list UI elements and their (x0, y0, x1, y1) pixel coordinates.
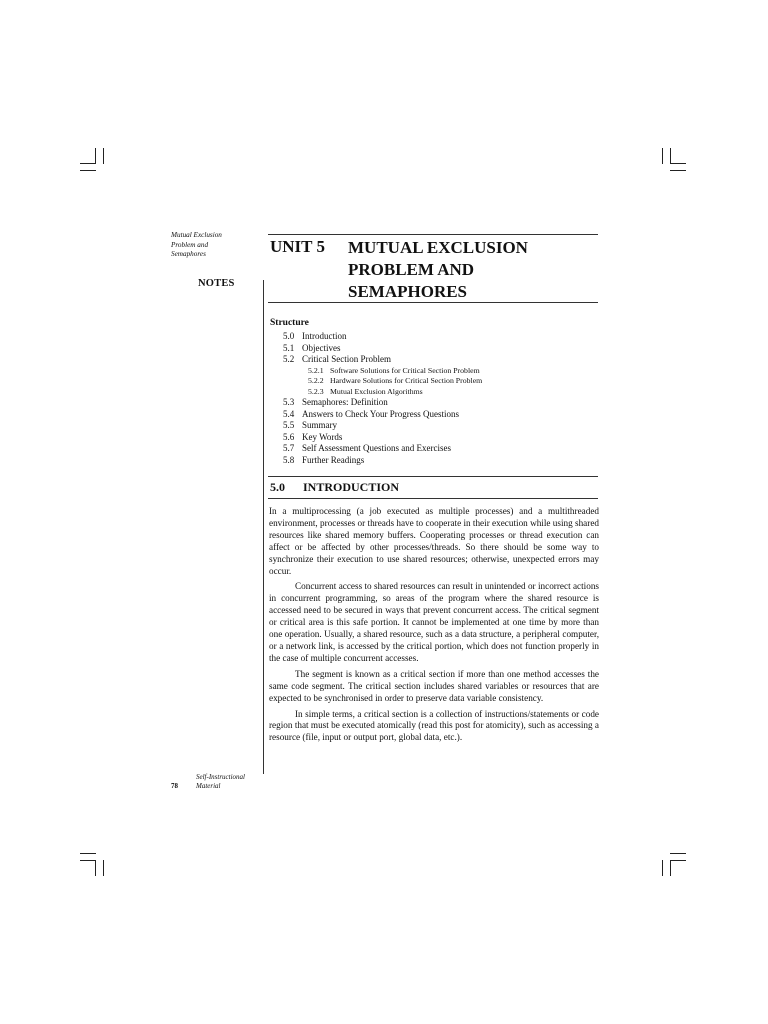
toc-num: 5.2 (283, 354, 295, 364)
toc-text: Key Words (302, 431, 343, 442)
toc-num: 5.2.1 (308, 365, 324, 375)
toc-num: 5.5 (283, 420, 295, 430)
toc-item (283, 443, 583, 455)
structure-heading: Structure (270, 318, 309, 328)
unit-title (348, 237, 588, 303)
crop-mark (95, 860, 96, 876)
crop-mark (662, 860, 663, 876)
notes-label: NOTES (198, 278, 235, 289)
toc-text: Mutual Exclusion Algorithms (330, 386, 423, 396)
table-of-contents (283, 331, 583, 466)
toc-text: Objectives (302, 342, 341, 353)
section-title: INTRODUCTION (303, 480, 400, 494)
crop-mark (80, 853, 96, 854)
running-head-line: Semaphores (171, 250, 206, 258)
body-text (269, 506, 599, 748)
footer-label (196, 773, 245, 791)
unit-title-line: MUTUAL EXCLUSION (348, 238, 528, 257)
crop-mark (670, 163, 686, 164)
toc-item (283, 455, 583, 467)
toc-num: 5.3 (283, 397, 295, 407)
section-top-rule (268, 476, 598, 477)
toc-text: Answers to Check Your Progress Questions (302, 408, 459, 419)
toc-item (283, 331, 583, 343)
title-bottom-rule (268, 302, 598, 303)
crop-mark (670, 860, 671, 876)
running-head (171, 231, 251, 260)
crop-mark (80, 860, 96, 861)
section-bottom-rule (268, 498, 598, 499)
toc-item (283, 420, 583, 432)
crop-mark (103, 860, 104, 876)
crop-mark (670, 853, 686, 854)
page-number: 78 (171, 782, 178, 790)
toc-num: 5.7 (283, 443, 295, 453)
title-top-rule (268, 234, 598, 235)
crop-mark (670, 148, 671, 164)
paragraph: The segment is known as a critical section if more than one method accesses the same code segment. The critical section includes shared variables or resources that are expected to be synchronised in order to preserve data variable consistency. (269, 668, 599, 703)
toc-num: 5.2.3 (308, 386, 324, 396)
crop-mark (80, 170, 96, 171)
toc-num: 5.6 (283, 431, 295, 442)
toc-item (283, 397, 583, 409)
unit-title-line: SEMAPHORES (348, 282, 468, 301)
toc-item (283, 409, 583, 421)
crop-mark (670, 170, 686, 171)
toc-text: Software Solutions for Critical Section Problem (330, 365, 480, 375)
toc-num: 5.2.2 (308, 376, 324, 385)
toc-num: 5.8 (283, 454, 295, 465)
toc-text: Summary (302, 420, 337, 430)
running-head-line: Problem and (171, 240, 209, 249)
toc-num: 5.4 (283, 408, 295, 419)
crop-mark (103, 148, 104, 164)
toc-text: Self Assessment Questions and Exercises (302, 443, 451, 453)
toc-subitem (283, 366, 583, 377)
unit-title-line: PROBLEM AND (348, 260, 475, 279)
toc-num: 5.1 (283, 342, 295, 353)
running-head-line: Mutual Exclusion (171, 231, 222, 239)
toc-item (283, 432, 583, 444)
toc-item (283, 343, 583, 355)
paragraph: In a multiprocessing (a job executed as multiple processes) and a multithreaded environment, processes or threads have to cooperate in their execution while using shared resources like shared memory buffers. Cooperating processes or thread execution can affect or be affected by other processes/threads. So there should be some way to synchronize their execution to use shared resources; otherwise, unexpected errors may occur. (269, 506, 599, 576)
paragraph: In simple terms, a critical section is a collection of instructions/statements or code region that must be executed atomically (read this post for atomicity), such as accessing a resource (file, input or output port, global data, etc.). (269, 708, 599, 743)
unit-label: UNIT 5 (270, 237, 325, 256)
toc-text: Critical Section Problem (302, 354, 391, 364)
toc-text: Further Readings (302, 454, 365, 465)
paragraph: Concurrent access to shared resources can result in unintended or incorrect actions in concurrent programming, so areas of the program where the shared resource is accessed need to be secured in ways that prevent concurrent access. The critical segment or critical area is this safe portion. It cannot be implemented at one time by more than one operation. Usually, a shared resource, such as a data structure, a peripheral computer, or a network link, is accessed by the critical portion, which does not function properly in the case of multiple concurrent accesses. (269, 581, 599, 663)
crop-mark (95, 148, 96, 164)
toc-subitem (283, 387, 583, 398)
section-heading (270, 480, 399, 495)
crop-mark (670, 860, 686, 861)
toc-item (283, 354, 583, 366)
margin-divider (263, 280, 264, 774)
toc-subitem (283, 376, 583, 387)
toc-text: Introduction (302, 331, 347, 341)
toc-num: 5.0 (283, 331, 295, 341)
section-number: 5.0 (270, 480, 285, 494)
footer-label-line: Material (196, 782, 221, 790)
footer-label-line: Self-Instructional (196, 773, 245, 781)
toc-text: Hardware Solutions for Critical Section Problem (330, 376, 483, 385)
crop-mark (80, 163, 96, 164)
toc-text: Semaphores: Definition (302, 397, 388, 407)
crop-mark (662, 148, 663, 164)
